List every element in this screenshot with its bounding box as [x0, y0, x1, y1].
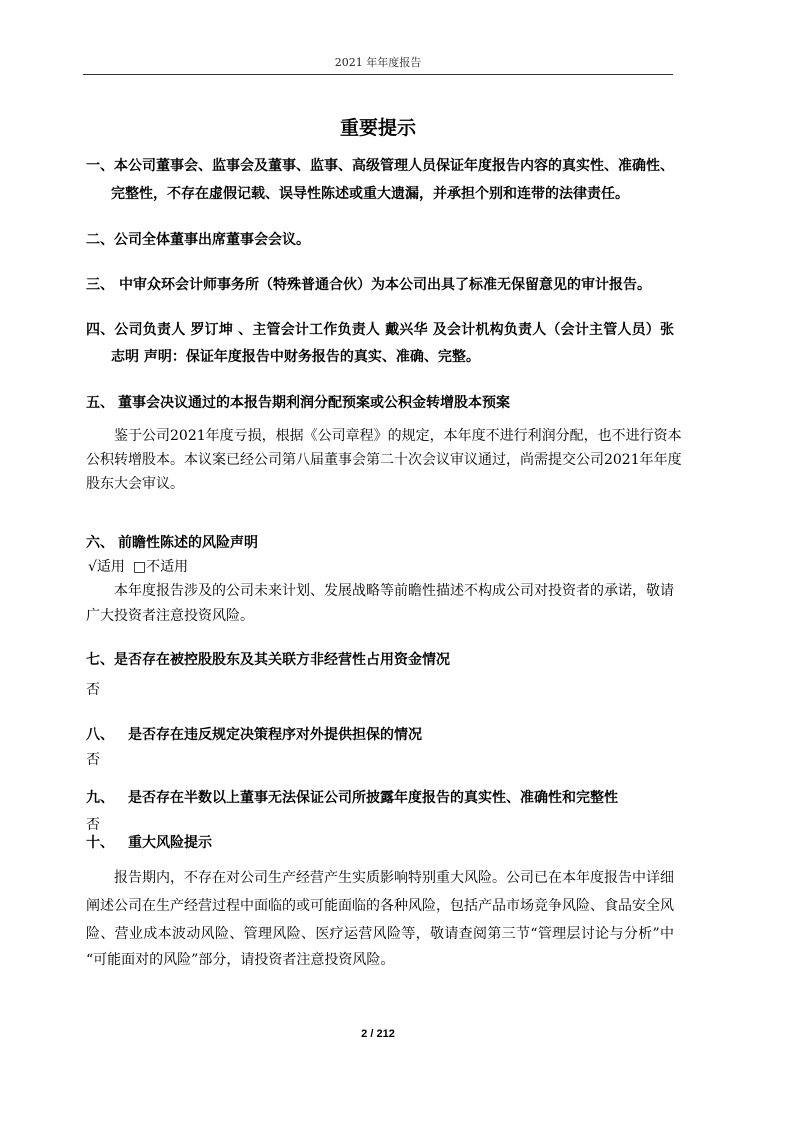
section-1-heading-line-2: 完整性，不存在虚假记载、误导性陈述或重大遗漏，并承担个别和连带的法律责任。 — [111, 186, 629, 202]
section-8-number: 八、 — [86, 727, 114, 743]
section-10-heading — [86, 833, 212, 853]
section-5-body-line-1: 鉴于公司2021年度亏损，根据《公司章程》的规定，本年度不进行利润分配，也不进行资本 — [114, 428, 682, 444]
section-10-body-line-1: 报告期内，不存在对公司生产经营产生实质影响特别重大风险。公司已在本年度报告中详细 — [114, 870, 674, 886]
section-4-heading-line-1 — [86, 320, 674, 340]
section-9-heading — [86, 788, 618, 808]
section-3-heading — [86, 275, 651, 295]
section-4-heading-line-2: 志明 声明：保证年度报告中财务报告的真实、准确、完整。 — [111, 349, 480, 365]
section-3-heading-text: 中审众环会计师事务所（特殊普通合伙）为本公司出具了标准无保留意见的审计报告。 — [119, 277, 651, 293]
section-2-number: 二、 — [86, 232, 114, 248]
section-6-heading — [86, 533, 258, 553]
section-7-heading — [86, 650, 450, 670]
section-9-answer: 否 — [86, 817, 100, 833]
section-1-heading-text-1: 本公司董事会、监事会及董事、监事、高级管理人员保证年度报告内容的真实性、准确性、 — [114, 158, 674, 174]
section-10-number: 十、 — [86, 835, 114, 851]
page-number: 2 / 212 — [361, 1028, 395, 1040]
section-9-heading-text: 是否存在半数以上董事无法保证公司所披露年度报告的真实性、准确性和完整性 — [128, 790, 618, 806]
header-divider — [83, 74, 673, 75]
section-5-body-line-2: 公积转增股本。本议案已经公司第八届董事会第二十次会议审议通过，尚需提交公司2021年年度 — [86, 452, 682, 468]
section-1-heading-line-1 — [86, 156, 674, 176]
not-applicable-unchecked-option: □不适用 — [132, 559, 189, 575]
section-2-heading-text: 公司全体董事出席董事会会议。 — [114, 232, 310, 248]
section-1-number: 一、 — [86, 158, 114, 174]
applicability-options — [88, 557, 188, 577]
section-10-body-line-2: 阐述公司在生产经营过程中面临的或可能面临的各种风险，包括产品市场竞争风险、食品安全风 — [86, 898, 674, 914]
section-9-number: 九、 — [86, 790, 114, 806]
section-10-body-line-3: 险、营业成本波动风险、管理风险、医疗运营风险等，敬请查阅第三节“管理层讨论与分析”中 — [86, 926, 674, 942]
section-5-number: 五、 — [86, 395, 114, 411]
section-2-heading — [86, 230, 310, 250]
section-7-heading-text: 是否存在被控股股东及其关联方非经营性占用资金情况 — [114, 652, 450, 668]
section-7-answer: 否 — [86, 682, 100, 698]
applicable-checked-option: √适用 — [88, 559, 125, 575]
page-title: 重要提示 — [339, 117, 416, 139]
section-4-heading-text-1: 公司负责人 罗订坤 、主管会计工作负责人 戴兴华 及会计机构负责人（会计主管人员）张 — [114, 322, 675, 338]
section-6-body-line-1: 本年度报告涉及的公司未来计划、发展战略等前瞻性描述不构成公司对投资者的承诺，敬请 — [114, 583, 674, 599]
running-header: 2021 年年度报告 — [334, 56, 422, 69]
section-7-number: 七、 — [86, 652, 114, 668]
section-8-heading-text: 是否存在违反规定决策程序对外提供担保的情况 — [128, 727, 422, 743]
section-5-heading — [86, 393, 510, 413]
section-5-body-line-3: 股东大会审议。 — [86, 476, 184, 492]
section-4-number: 四、 — [86, 322, 115, 338]
section-8-answer: 否 — [86, 752, 100, 768]
section-6-body-line-2: 广大投资者注意投资风险。 — [86, 608, 254, 624]
section-10-body-line-4: “可能面对的风险”部分，请投资者注意投资风险。 — [86, 952, 395, 968]
section-5-heading-text: 董事会决议通过的本报告期利润分配预案或公积金转增股本预案 — [118, 395, 510, 411]
section-6-heading-text: 前瞻性陈述的风险声明 — [118, 535, 258, 551]
section-3-number: 三、 — [86, 277, 114, 293]
section-8-heading — [86, 725, 422, 745]
section-6-number: 六、 — [86, 535, 114, 551]
section-10-heading-text: 重大风险提示 — [128, 835, 212, 851]
